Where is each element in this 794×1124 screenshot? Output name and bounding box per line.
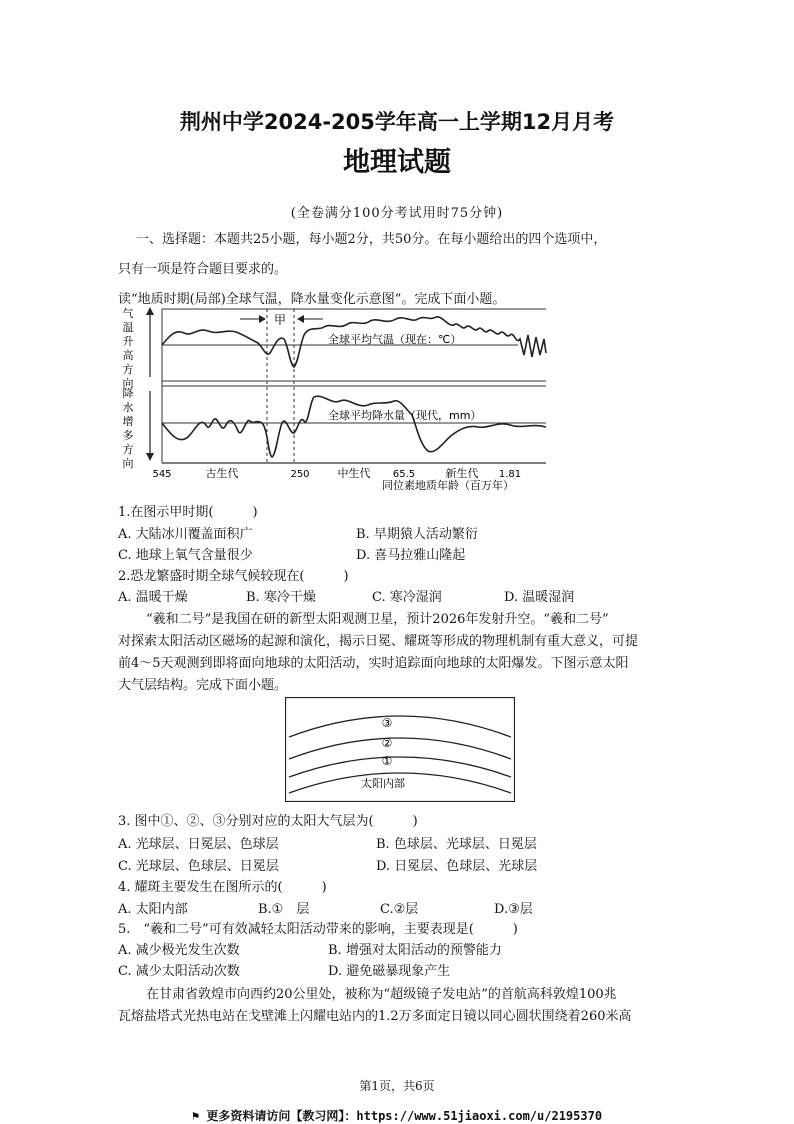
q4-option-a: A. 太阳内部: [118, 902, 188, 917]
top-axis-label-char-4: 高: [122, 349, 134, 362]
q2-option-d: D. 温暖湿润: [504, 590, 575, 605]
era-label-cenozoic: 新生代: [445, 467, 479, 480]
exam-note: (全卷满分100分考试用时75分钟): [290, 206, 504, 221]
section3-line-2: 瓦熔盐塔式光热电站在戈壁滩上闪耀电站内的1.2万多面定日镜以同心圆状围绕着260米高: [118, 1009, 632, 1024]
x-axis-label: 同位素地质年龄（百万年）: [382, 479, 514, 490]
layer-2-label: ②: [381, 736, 393, 750]
section2-line-1: “羲和二号”是我国在研的新型太阳观测卫星，预计2026年发射升空。“羲和二号”: [146, 612, 609, 627]
era-label-paleozoic: 古生代: [205, 467, 239, 480]
q5-stem: 5. “羲和二号”可有效减轻太阳活动带来的影响，主要表现是( ): [118, 922, 518, 937]
exam-title: 荆州中学2024-205学年高一上学期12月月考: [179, 110, 615, 134]
bottom-axis-label: [123, 386, 134, 470]
q3-option-a: A. 光球层、日冕层、色球层: [118, 837, 279, 852]
page-number: 第1页，共6页: [359, 1079, 435, 1093]
q4-option-d: D.③层: [494, 902, 533, 917]
q1-option-c: C. 地球上氧气含量很少: [118, 548, 253, 563]
flag-icon: ⚑: [191, 1109, 207, 1123]
layer-1-label: ①: [381, 754, 393, 768]
instructions-line-1: 一、选择题：本题共25小题，每小题2分，共50分。在每小题给出的四个选项中，: [136, 232, 607, 247]
q3-option-d: D. 日冕层、色球层、光球层: [376, 859, 538, 874]
precipitation-curve: [162, 396, 546, 457]
instructions-line-2: 只有一项是符合题目要求的。: [118, 262, 288, 277]
q1-stem: 1.在图示甲时期( ): [118, 505, 258, 520]
q2-option-a: A. 温暖干燥: [118, 590, 188, 605]
tick-label-250: 250: [290, 469, 310, 480]
bottom-axis-label-char-2: 水: [122, 401, 134, 414]
q3-stem: 3. 图中①、②、③分别对应的太阳大气层为( ): [118, 814, 418, 829]
bottom-axis-label-char-3: 增: [122, 415, 134, 428]
era-label-mesozoic: 中生代: [337, 467, 371, 480]
resource-link[interactable]: [0, 1107, 794, 1124]
top-axis-label-char-6: 向: [122, 377, 134, 390]
bottom-axis-arrowhead: [146, 453, 154, 461]
q4-option-c: C.②层: [380, 902, 419, 917]
layer-3-label: ③: [381, 716, 393, 730]
tick-label-1: 1.81: [498, 469, 522, 480]
period-marker: 甲: [273, 313, 287, 327]
climate-chart: [118, 305, 558, 490]
q5-option-c: C. 减少太阳活动次数: [118, 964, 240, 979]
top-axis-label-char-3: 升: [122, 335, 134, 348]
q1-option-a: A. 大陆冰川覆盖面积广: [118, 527, 253, 542]
sun-interior-label: 太阳内部: [361, 777, 405, 790]
subject-title: 地理试题: [343, 147, 451, 178]
period-arrowhead-right: [297, 315, 304, 323]
section1-intro: 读“地质时期(局部)全球气温，降水量变化示意图”。完成下面小题。: [118, 292, 506, 307]
top-axis-arrowhead: [146, 307, 154, 315]
temperature-curve-label: 全球平均气温（现在：℃）: [328, 333, 462, 346]
top-axis-label-char-1: 气: [122, 307, 134, 320]
q4-option-b: B.① 层: [258, 902, 310, 917]
q5-option-d: D. 避免磁暴现象产生: [328, 964, 451, 979]
q5-option-a: A. 减少极光发生次数: [118, 943, 240, 958]
tick-label-545: 545: [152, 469, 172, 480]
solar-atmosphere-diagram: [285, 697, 515, 802]
section2-line-4: 大气层结构。完成下面小题。: [118, 678, 288, 693]
q5-option-b: B. 增强对太阳活动的预警能力: [328, 943, 502, 958]
resource-link-text: 更多资料请访问【教习网】：https://www.51jiaoxi.com/u/2195370: [206, 1109, 603, 1123]
section2-line-3: 前4～5天观测到即将面向地球的太阳活动，实时追踪面向地球的太阳爆发。下图示意太阳: [118, 656, 629, 671]
q2-stem: 2.恐龙繁盛时期全球气候较现在( ): [118, 569, 349, 584]
bottom-axis-label-char-5: 方: [122, 443, 134, 456]
section3-line-1: 在甘肃省敦煌市向西约20公里处，被称为“超级镜子发电站”的首航高科敦煌100兆: [146, 987, 617, 1002]
q1-option-b: B. 早期猿人活动繁衍: [356, 527, 478, 542]
q4-stem: 4. 耀斑主要发生在图所示的( ): [118, 880, 327, 895]
q3-option-b: B. 色球层、光球层、日冕层: [376, 837, 537, 852]
tick-label-65: 65.5: [392, 469, 416, 480]
q2-option-c: C. 寒冷湿润: [372, 590, 442, 605]
period-arrowhead-left: [259, 315, 266, 323]
section2-line-2: 对探索太阳活动区磁场的起源和演化，揭示日冕、耀斑等形成的物理机制有重大意义，可提: [118, 634, 639, 649]
bottom-axis-label-char-4: 多: [122, 429, 134, 442]
q3-option-c: C. 光球层、色球层、日冕层: [118, 859, 279, 874]
q1-option-d: D. 喜马拉雅山隆起: [356, 548, 466, 563]
bottom-axis-label-char-1: 降: [122, 387, 134, 400]
top-axis-label-char-2: 温: [122, 321, 134, 334]
precipitation-curve-label: 全球平均降水量（现代，mm）: [328, 409, 482, 422]
bottom-axis-label-char-6: 向: [122, 457, 134, 470]
top-axis-label: [123, 306, 134, 390]
top-axis-label-char-5: 方: [122, 363, 134, 376]
q2-option-b: B. 寒冷干燥: [246, 590, 316, 605]
